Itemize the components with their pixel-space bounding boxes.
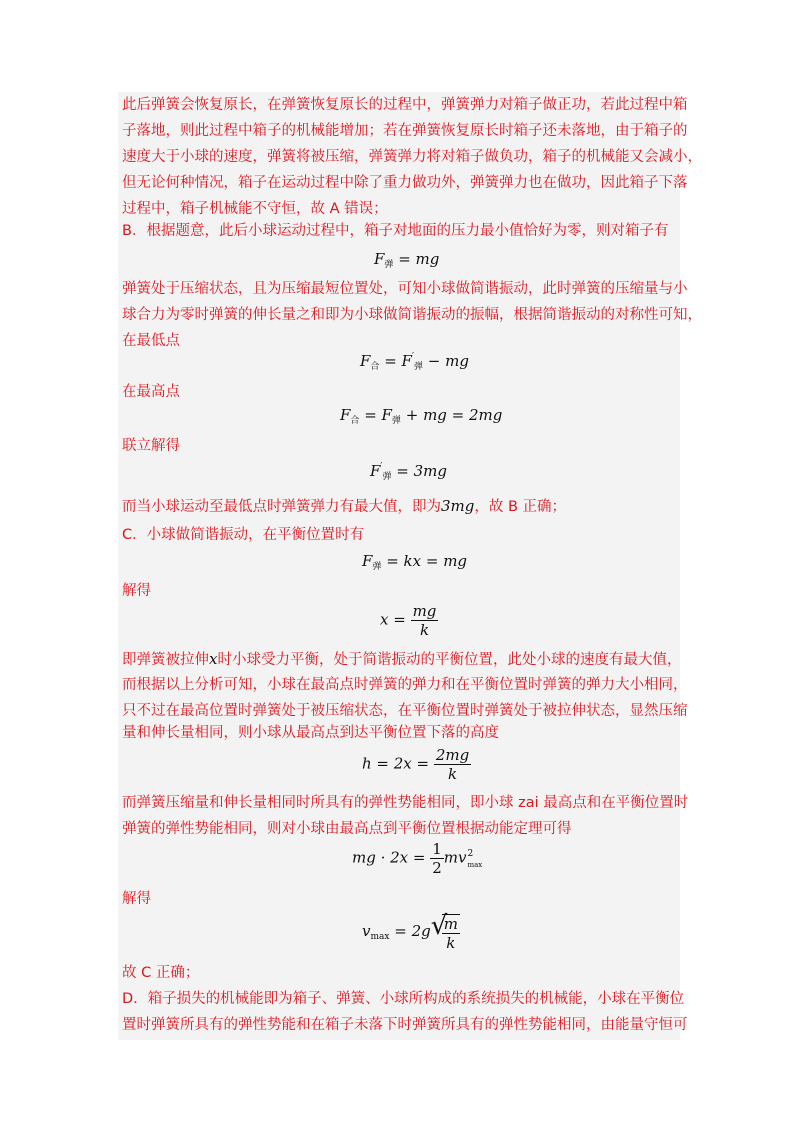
equation-3: $F_合 = F_弹$ + mg = 2mg xyxy=(340,406,503,426)
text-line: 球合力为零时弹簧的伸长量之和即为小球做简谐振动的振幅，根据简谐振动的对称性可知， xyxy=(122,307,702,323)
equation-9: $v_{max} = 2g$ √ $\frac{m}{k}$ xyxy=(362,911,458,952)
text-line: 而当小球运动至最低点时弹簧弹力有最大值，即为3mg，故 B 正确； xyxy=(122,497,567,515)
text-line: 而根据以上分析可知，小球在最高点时弹簧的弹力和在平衡位置时弹簧的弹力大小相同， xyxy=(122,677,688,693)
text-line: 置时弹簧所具有的弹性势能和在箱子未落下时弹簧所具有的弹性势能相同，由能量守恒可 xyxy=(122,1017,688,1033)
inline-formula: x xyxy=(209,650,218,668)
text-line: 故 C 正确； xyxy=(122,965,200,981)
text-line: 在最低点 xyxy=(122,333,180,349)
equation-5: $F_弹$ = kx = mg xyxy=(362,552,468,572)
text-line: 量和伸长量相同，则小球从最高点到达平衡位置下落的高度 xyxy=(122,725,499,741)
text-line: 但无论何种情况，箱子在运动过程中除了重力做功外，弹簧弹力也在做功，因此箱子下落 xyxy=(122,175,688,191)
equation-8: mg · 2x = $\frac{1}{2}$ mv 2 max xyxy=(352,840,483,877)
text-line: 弹簧处于压缩状态，且为压缩最短位置处，可知小球做简谐振动，此时弹簧的压缩量与小 xyxy=(122,281,688,297)
text-line: 解得 xyxy=(122,583,151,599)
text-line: 速度大于小球的速度，弹簧将被压缩，弹簧弹力将对箱子做负功，箱子的机械能又会减小， xyxy=(122,149,702,165)
text-line: 此后弹簧会恢复原长，在弹簧恢复原长的过程中，弹簧弹力对箱子做正功，若此过程中箱 xyxy=(122,97,688,113)
text-line: C．小球做简谐振动，在平衡位置时有 xyxy=(122,527,365,543)
inline-formula: 3mg xyxy=(441,497,475,515)
text-line: 即弹簧被拉伸x时小球受力平衡，处于简谐振动的平衡位置，此处小球的速度有最大值， xyxy=(122,650,682,668)
equation-6: x = $\frac{mg}{k}$ xyxy=(380,602,437,639)
text-line: 联立解得 xyxy=(122,438,180,454)
text-line: 弹簧的弹性势能相同，则对小球由最高点到平衡位置根据动能定理可得 xyxy=(122,821,572,837)
text-line: 而弹簧压缩量和伸长量相同时所具有的弹性势能相同，即小球 zai 最高点和在平衡位置时 xyxy=(122,795,689,811)
text-line: D．箱子损失的机械能即为箱子、弹簧、小球所构成的系统损失的机械能，小球在平衡位 xyxy=(122,991,685,1007)
equation-2: $F_合 = F'_弹$ − mg xyxy=(360,352,469,372)
equation-4: $F'_弹 = 3mg$ xyxy=(370,462,447,482)
text-line: B．根据题意，此后小球运动过程中，箱子对地面的压力最小值恰好为零，则对箱子有 xyxy=(122,223,669,239)
equation-7: h = 2x = $\frac{2mg}{k}$ xyxy=(362,746,470,783)
text-line: 子落地，则此过程中箱子的机械能增加；若在弹簧恢复原长时箱子还未落地，由于箱子的 xyxy=(122,123,688,139)
text-line: 只不过在最高位置时弹簧处于被压缩状态，在平衡位置时弹簧处于被拉伸状态，显然压缩 xyxy=(122,703,688,719)
equation-1: $F_弹$ = mg xyxy=(374,250,440,270)
text-line: 解得 xyxy=(122,891,151,907)
text-line: 在最高点 xyxy=(122,384,180,400)
text-line: 过程中，箱子机械能不守恒，故 A 错误； xyxy=(122,201,388,217)
